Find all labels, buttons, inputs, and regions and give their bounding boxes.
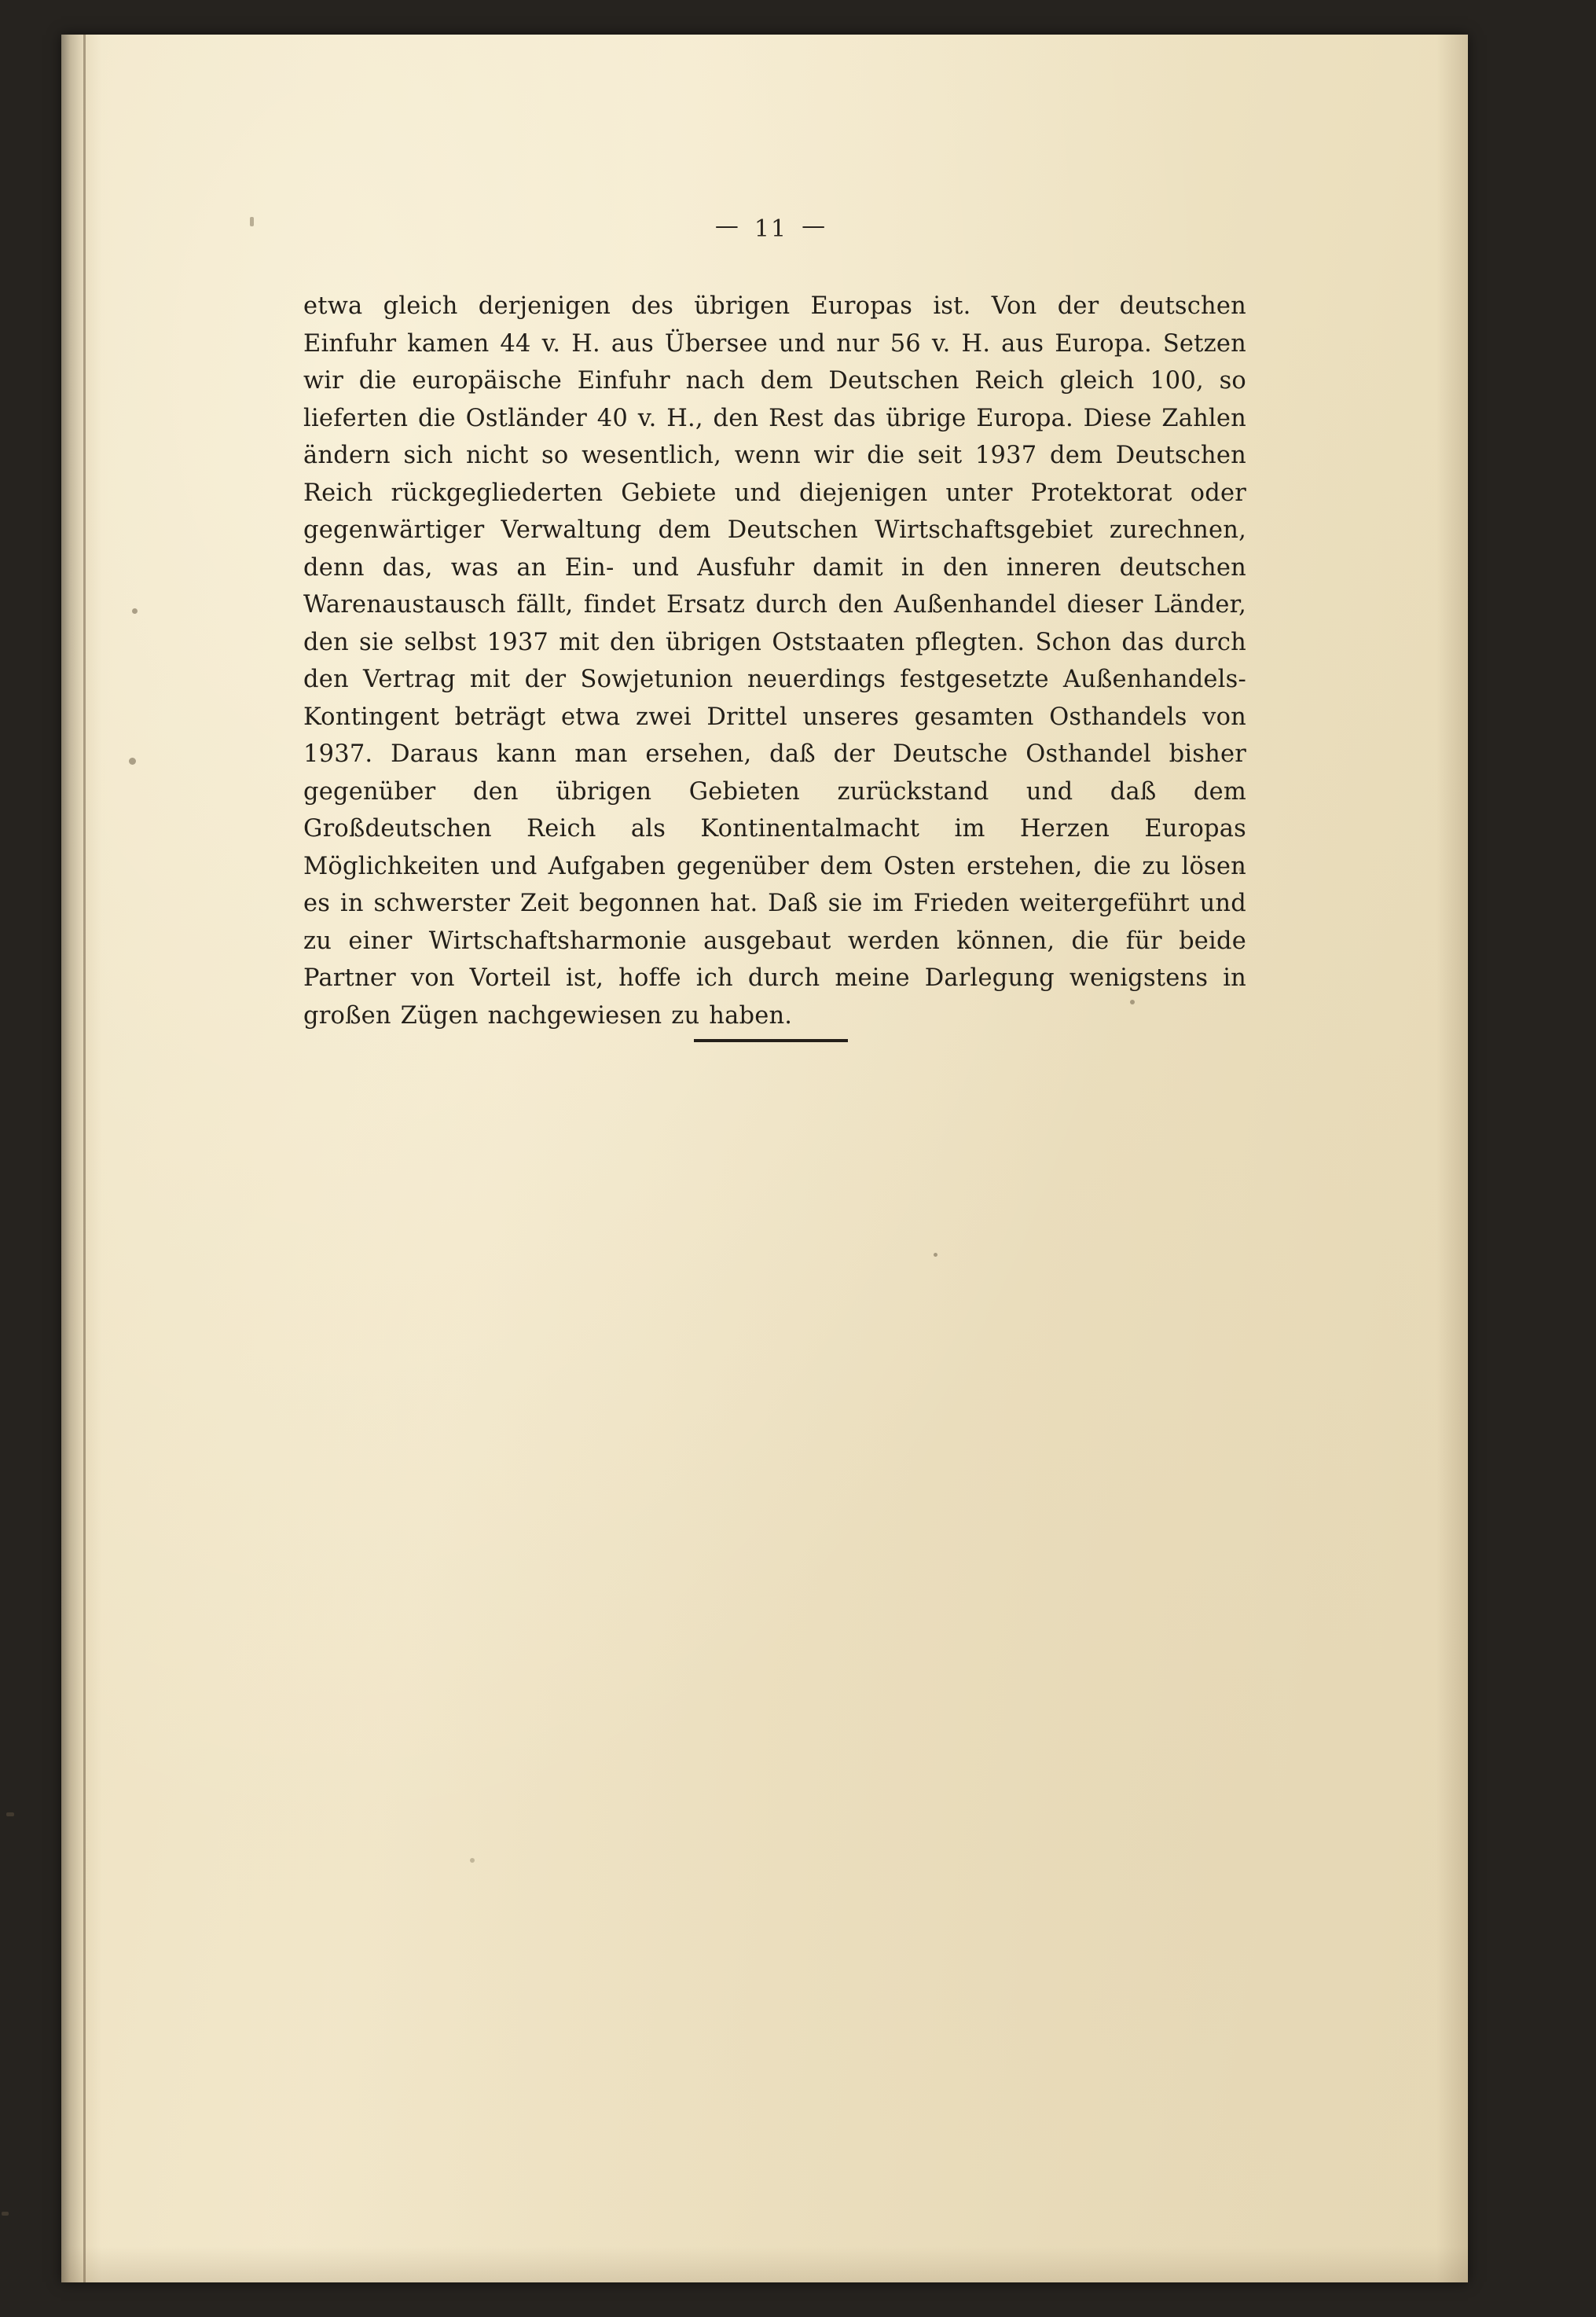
folio-dash-left: —	[714, 212, 740, 240]
page-edge-right-shadow	[1436, 35, 1468, 2282]
paper-speck	[132, 608, 138, 614]
folio-dash-right: —	[802, 212, 827, 240]
margin-mark	[6, 1812, 14, 1816]
margin-mark	[2, 2212, 9, 2216]
page-content	[272, 35, 1270, 2282]
binding-fold-line	[83, 35, 86, 2282]
paper-speck	[129, 758, 136, 765]
section-rule	[694, 1039, 848, 1042]
binding-gutter	[61, 35, 112, 2282]
page-folio	[272, 212, 1270, 243]
folio-number: 11	[754, 215, 788, 243]
paper-speck	[250, 217, 254, 226]
book-page	[61, 35, 1468, 2282]
body-paragraph: etwa gleich derjenigen des übrigen Europas ist. Von der deutschen Einfuhr kamen 44 v. H. aus Übersee und nur 56 v. H. aus Europa. Setzen wir die europäische Einfuhr nach dem Deutschen Reich gleich 100, so lieferten die Ostländer 40 v. H., den Rest das übrige Europa. Diese Zahlen ändern sich nicht so wesentlich, wenn wir die seit 1937 dem Deutschen Reich rückgegliederten Gebiete und diejenigen unter Protektorat oder gegenwärtiger Verwaltung dem Deutschen Wirtschaftsgebiet zurechnen, denn das, was an Ein- und Ausfuhr damit in den inneren deutschen Warenaustausch fällt, findet Ersatz durch den Außenhandel dieser Länder, den sie selbst 1937 mit den übrigen Oststaaten pflegten. Schon das durch den Vertrag mit der Sowjetunion neuerdings festgesetzte Außenhandels-Kontingent beträgt etwa zwei Drittel unseres gesamten Osthandels von 1937. Daraus kann man ersehen, daß der Deutsche Osthandel bisher gegenüber den übrigen Gebieten zurückstand und daß dem Großdeutschen Reich als Kontinentalmacht im Herzen Europas Möglichkeiten und Aufgaben gegenüber dem Osten erstehen, die zu lösen es in schwerster Zeit begonnen hat. Daß sie im Frieden weitergeführt und zu einer Wirtschaftsharmonie ausgebaut werden können, die für beide Partner von Vorteil ist, hoffe ich durch meine Darlegung wenigstens in großen Zügen nachgewiesen zu haben.	[303, 292, 1246, 1030]
body-text-block	[303, 288, 1246, 1034]
